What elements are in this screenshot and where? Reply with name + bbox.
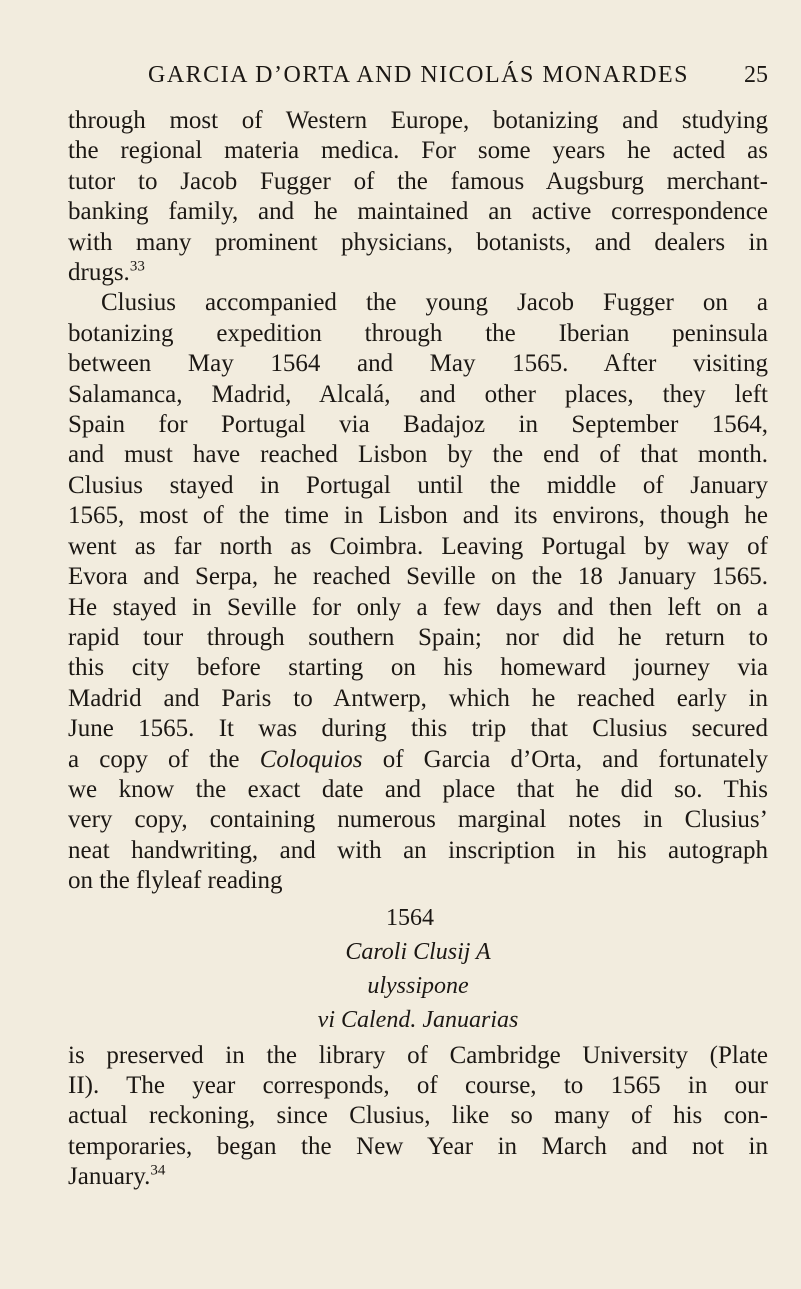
text-line bbox=[68, 745, 768, 775]
text-line: Salamanca, Madrid, Alcalá, and other places, they left bbox=[68, 380, 768, 408]
text-line: Spain for Portugal via Badajoz in September 1564, bbox=[68, 411, 768, 439]
paragraph-1 bbox=[68, 106, 768, 288]
text-line: actual reckoning, since Clusius, like so many of his con- bbox=[68, 1102, 768, 1130]
text-line: June 1565. It was during this trip that Clusius secured bbox=[68, 715, 768, 743]
text-line: and must have reached Lisbon by the end of that month. bbox=[68, 441, 768, 469]
paragraph-2 bbox=[68, 288, 768, 896]
text-fragment: drugs. bbox=[68, 259, 130, 287]
inscription-line: ulyssipone bbox=[367, 972, 469, 999]
running-head bbox=[68, 62, 768, 94]
text-line: banking family, and he maintained an active correspondence bbox=[68, 198, 768, 226]
text-line: Clusius accompanied the young Jacob Fugger on a bbox=[101, 289, 768, 317]
text-line: on the flyleaf reading bbox=[68, 867, 283, 895]
text-fragment: of Garcia d’Orta, and fortunately bbox=[382, 745, 769, 773]
text-line: rapid tour through southern Spain; nor did he return to bbox=[68, 623, 768, 651]
book-title-coloquios: Coloquios bbox=[259, 745, 363, 773]
text-line: is preserved in the library of Cambridge University (Plate bbox=[68, 1041, 768, 1069]
text-line: with many prominent physicians, botanists, and dealers in bbox=[68, 228, 768, 256]
inscription-year: 1564 bbox=[386, 904, 434, 931]
text-line: He stayed in Seville for only a few days and then left on a bbox=[68, 593, 768, 621]
text-line: Clusius stayed in Portugal until the middle of January bbox=[68, 471, 768, 499]
flyleaf-inscription bbox=[68, 901, 768, 1037]
text-line: II). The year corresponds, of course, to 1565 in our bbox=[68, 1071, 768, 1099]
text-line: 1565, most of the time in Lisbon and its environs, though he bbox=[68, 502, 768, 530]
text-line: went as far north as Coimbra. Leaving Portugal by way of bbox=[68, 532, 768, 560]
inscription-line: vi Calend. Januarias bbox=[317, 1006, 519, 1033]
text-line bbox=[68, 258, 768, 288]
footnote-ref-34: 34 bbox=[150, 1162, 166, 1179]
text-line: botanizing expedition through the Iberian peninsula bbox=[68, 319, 768, 347]
text-line: between May 1564 and May 1565. After visiting bbox=[68, 350, 768, 378]
footnote-ref-33: 33 bbox=[129, 258, 145, 275]
running-title: GARCIA D’ORTA AND NICOLÁS MONARDES bbox=[148, 62, 690, 88]
text-line: very copy, containing numerous marginal notes in Clusius’ bbox=[68, 806, 768, 834]
body-text bbox=[68, 106, 768, 1193]
text-line: temporaries, began the New Year in March and not in bbox=[68, 1132, 768, 1160]
text-line: Evora and Serpa, he reached Seville on the 18 January 1565. bbox=[68, 563, 768, 591]
inscription-line: Caroli Clusij A bbox=[345, 938, 491, 965]
page-number: 25 bbox=[744, 62, 768, 88]
text-line: tutor to Jacob Fugger of the famous Augsburg merchant- bbox=[68, 167, 768, 195]
text-line: we know the exact date and place that he did so. This bbox=[68, 775, 768, 803]
text-line: through most of Western Europe, botanizing and studying bbox=[68, 107, 768, 134]
text-line bbox=[68, 1162, 768, 1192]
text-line: neat handwriting, and with an inscription in his autograph bbox=[68, 836, 768, 864]
paragraph-3 bbox=[68, 1041, 768, 1193]
text-fragment: a copy of the bbox=[68, 745, 240, 773]
text-line: Madrid and Paris to Antwerp, which he reached early in bbox=[68, 684, 768, 712]
text-line: this city before starting on his homeward journey via bbox=[68, 654, 768, 682]
text-line: the regional materia medica. For some years he acted as bbox=[68, 137, 768, 165]
text-fragment: January. bbox=[68, 1163, 151, 1191]
